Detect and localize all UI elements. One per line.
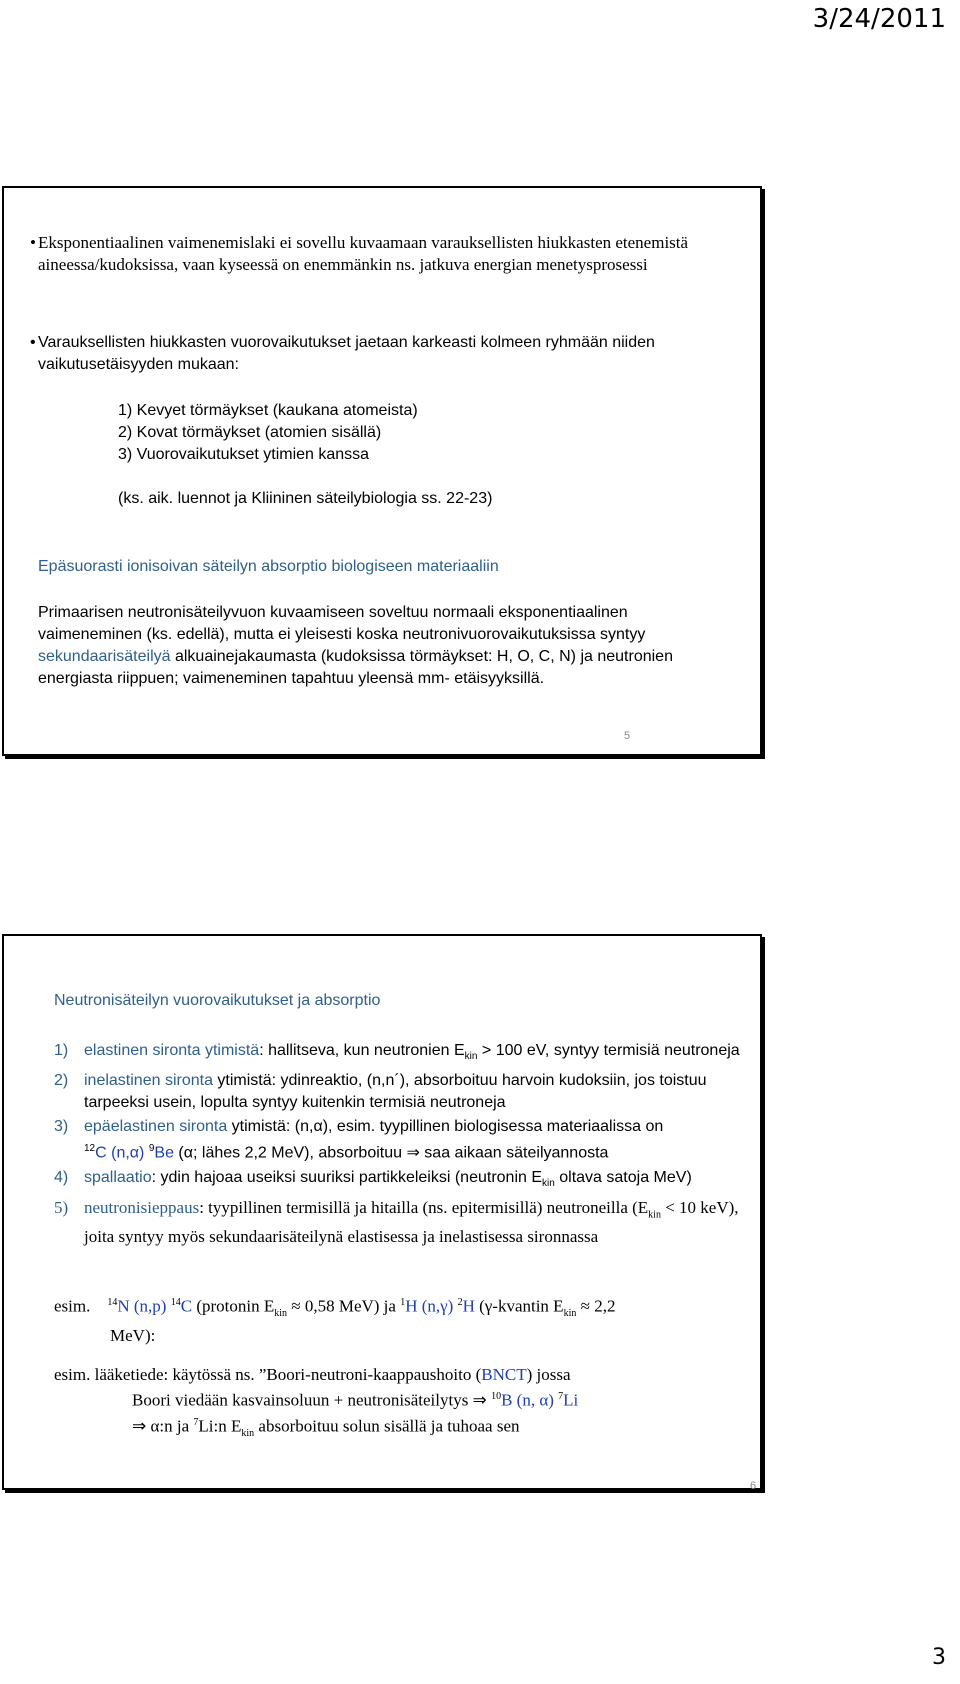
numbered-list — [118, 400, 492, 510]
highlight-term: sekundaarisäteilyä — [38, 648, 171, 665]
interaction-list — [54, 1040, 746, 1250]
slide-6 — [2, 934, 762, 1490]
header-date: 3/24/2011 — [812, 4, 946, 34]
list-item: 2) Kovat törmäykset (atomien sisällä) — [118, 424, 382, 441]
example-1: esim. $^{14}$N (n,p) $^{14}$C (protonin $E_{kin} \approx 0,58$ MeV) ja $^1$H (n,γ) $^2$H (γ-kvantin $E_{kin} \approx 2,2$ MeV): — [54, 1296, 616, 1346]
section-heading: Epäsuorasti ionisoivan säteilyn absorptio biologiseen materiaaliin — [38, 558, 499, 575]
list-item: 2) inelastinen sironta ytimistä: ydinreaktio, (n,n´), absorboituu harvoin kudoksiin, jos toistuu tarpeeksi usein, lopulta syntyy kuitenkin termisiä neutroneja — [54, 1072, 707, 1112]
reference: (ks. aik. luennot ja Kliininen säteilybiologia ss. 22-23) — [118, 490, 493, 507]
slide-number: 5 — [624, 730, 631, 742]
paragraph — [38, 602, 736, 690]
slide-title: Neutronisäteilyn vuorovaikutukset ja absorptio — [54, 992, 381, 1009]
list-item: 3) epäelastinen sironta ytimistä: (n,α), esim. tyypillinen biologisessa materiaalissa on $^{12}$C (n,α) $^9$Be (α; lähes 2,2 MeV), absorboituu ⇒ saa aikaan säteilyannosta — [54, 1118, 664, 1162]
list-item: 1) elastinen sironta ytimistä: hallitseva, kun neutronien $E_{kin} > 100$ eV, syntyy termisiä neutroneja — [54, 1042, 740, 1063]
paragraph-text: alkuainejakaumasta (kudoksissa törmäykset: H, O, C, N) ja neutronien energiasta riippuen; vaimeneminen tapahtuu yleensä mm- etäisyyksillä. — [38, 648, 673, 687]
page-number: 3 — [932, 1645, 946, 1670]
bullet-2: • Varauksellisten hiukkasten vuorovaikutukset jaetaan karkeasti kolmeen ryhmään niiden vaikutusetäisyyden mukaan: — [38, 332, 736, 376]
list-item: 3) Vuorovaikutukset ytimien kanssa — [118, 446, 370, 463]
example-2: esim. lääketiede: käytössä ns. ”Boori-neutroni-kaappaushoito (BNCT) jossa Boori viedään kasvainsoluun + neutronisäteilytys ⇒ $^{10}$B (n, α) $^7$Li ⇒ α:n ja $^7$Li:n $E_{kin}$ absorboituu solun sisällä ja tuhoaa sen — [54, 1365, 579, 1439]
slide-5 — [2, 186, 762, 756]
slide-number: 6 — [750, 1480, 757, 1492]
bullet-1: • Eksponentiaalinen vaimenemislaki ei sovellu kuvaamaan varauksellisten hiukkasten etenemistä aineessa/kudoksissa, vaan kyseessä on enemmänkin ns. jatkuva energian menetysprosessi — [38, 232, 736, 276]
list-item: 5) neutronisieppaus: tyypillinen termisillä ja hitailla (ns. epitermisillä) neutroneilla ($E_{kin} < 10$ keV), joita syntyy myös sekundaarisäteilynä elastisessa ja inelastisessa sironnassa — [54, 1197, 739, 1247]
paragraph-text: Primaarisen neutronisäteilyvuon kuvaamiseen soveltuu normaali eksponentiaalinen vaimeneminen (ks. edellä), mutta ei yleisesti koska neutronivuorovaikutuksissa syntyy — [38, 604, 646, 643]
list-item: 4) spallaatio: ydin hajoaa useiksi suuriksi partikkeleiksi (neutronin $E_{kin}$ oltava satoja MeV) — [54, 1168, 692, 1189]
list-item: 1) Kevyet törmäykset (kaukana atomeista) — [118, 402, 418, 419]
